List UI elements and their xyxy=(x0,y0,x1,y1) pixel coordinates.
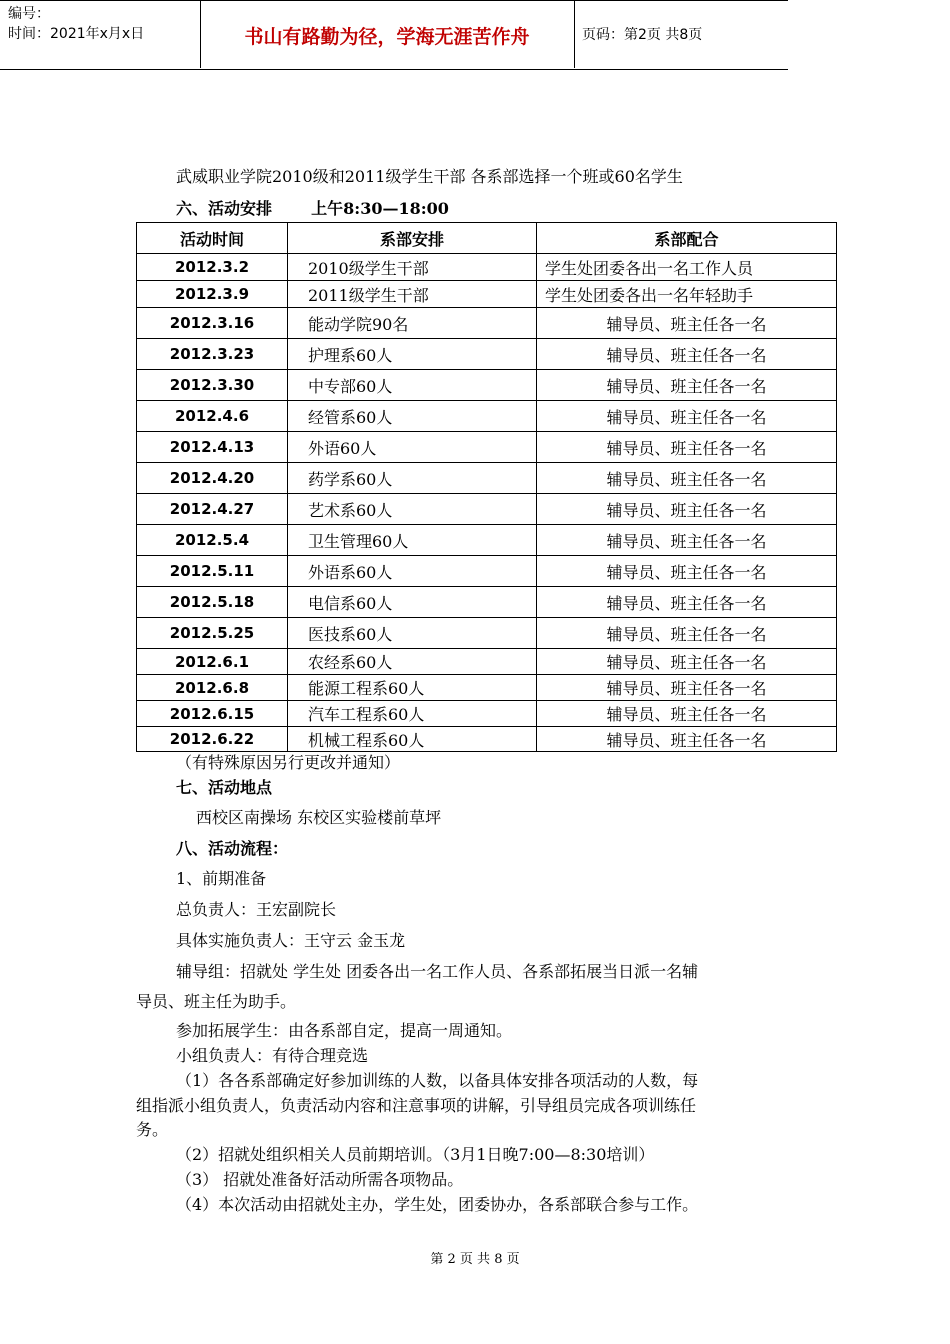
department-cell: 经管系60人 xyxy=(288,401,537,432)
date-cell: 2012.4.13 xyxy=(137,432,288,463)
department-cell: 外语60人 xyxy=(288,432,537,463)
page-number-label: 页码：第2页 共8页 xyxy=(582,27,703,43)
item4-line: （4）本次活动由招就处主办，学生处，团委协办，各系部联合参与工作。 xyxy=(176,1195,699,1214)
date-cell: 2012.5.11 xyxy=(137,556,288,587)
table-header-row xyxy=(137,223,837,254)
department-cell: 医技系60人 xyxy=(288,618,537,649)
date-cell: 2012.3.2 xyxy=(137,254,288,281)
department-cell: 卫生管理60人 xyxy=(288,525,537,556)
table-row xyxy=(137,727,837,752)
column-header: 系部安排 xyxy=(288,223,537,254)
section6-heading xyxy=(176,196,449,219)
department-cell: 中专部60人 xyxy=(288,370,537,401)
item1-line-continued: 组指派小组负责人，负责活动内容和注意事项的讲解，引导组员完成各项训练任 xyxy=(136,1096,697,1115)
department-cell: 机械工程系60人 xyxy=(288,727,537,752)
support-cell: 辅导员、班主任各一名 xyxy=(537,308,837,339)
support-cell: 学生处团委各出一名工作人员 xyxy=(537,254,837,281)
table-row xyxy=(137,463,837,494)
table-row xyxy=(137,254,837,281)
date-cell: 2012.6.1 xyxy=(137,649,288,675)
department-cell: 汽车工程系60人 xyxy=(288,701,537,727)
column-header: 活动时间 xyxy=(137,223,288,254)
support-cell: 辅导员、班主任各一名 xyxy=(537,432,837,463)
tutor-line-continued: 导员、班主任为助手。 xyxy=(136,992,297,1011)
prep-title: 1、前期准备 xyxy=(176,869,267,888)
section6-time: 上午8:30—18:00 xyxy=(311,199,449,218)
header-divider xyxy=(574,0,575,68)
table-row xyxy=(137,525,837,556)
schedule-table xyxy=(136,222,837,752)
table-row xyxy=(137,618,837,649)
students-line: 参加拓展学生：由各系部自定，提高一周通知。 xyxy=(176,1021,513,1040)
support-cell: 辅导员、班主任各一名 xyxy=(537,649,837,675)
intro-line: 武威职业学院2010级和2011级学生干部 各系部选择一个班或60名学生 xyxy=(176,167,683,186)
department-cell: 艺术系60人 xyxy=(288,494,537,525)
department-cell: 电信系60人 xyxy=(288,587,537,618)
table-row xyxy=(137,370,837,401)
table-row xyxy=(137,432,837,463)
date-cell: 2012.4.6 xyxy=(137,401,288,432)
date-cell: 2012.5.18 xyxy=(137,587,288,618)
date-cell: 2012.3.30 xyxy=(137,370,288,401)
number-label: 编号： xyxy=(8,6,50,22)
support-cell: 学生处团委各出一名年轻助手 xyxy=(537,281,837,308)
date-cell: 2012.5.4 xyxy=(137,525,288,556)
support-cell: 辅导员、班主任各一名 xyxy=(537,494,837,525)
page-header xyxy=(0,0,788,70)
item3-line: （3） 招就处准备好活动所需各项物品。 xyxy=(176,1170,464,1189)
lead-line: 总负责人：王宏副院长 xyxy=(176,900,337,919)
date-cell: 2012.3.9 xyxy=(137,281,288,308)
date-cell: 2012.4.20 xyxy=(137,463,288,494)
department-cell: 外语系60人 xyxy=(288,556,537,587)
support-cell: 辅导员、班主任各一名 xyxy=(537,675,837,701)
table-row xyxy=(137,494,837,525)
support-cell: 辅导员、班主任各一名 xyxy=(537,463,837,494)
header-divider xyxy=(200,0,201,68)
department-cell: 2011级学生干部 xyxy=(288,281,537,308)
support-cell: 辅导员、班主任各一名 xyxy=(537,339,837,370)
department-cell: 农经系60人 xyxy=(288,649,537,675)
table-row xyxy=(137,649,837,675)
table-row xyxy=(137,675,837,701)
section6-title: 六、活动安排 xyxy=(176,199,273,218)
support-cell: 辅导员、班主任各一名 xyxy=(537,587,837,618)
section8-title: 八、活动流程： xyxy=(176,839,289,858)
support-cell: 辅导员、班主任各一名 xyxy=(537,618,837,649)
department-cell: 能源工程系60人 xyxy=(288,675,537,701)
page-footer: 第 2 页 共 8 页 xyxy=(430,1252,520,1267)
department-cell: 2010级学生干部 xyxy=(288,254,537,281)
time-label: 时间：2021年x月x日 xyxy=(8,26,145,42)
support-cell: 辅导员、班主任各一名 xyxy=(537,401,837,432)
schedule-note: （有特殊原因另行更改并通知） xyxy=(176,753,401,772)
section7-title: 七、活动地点 xyxy=(176,778,273,797)
department-cell: 药学系60人 xyxy=(288,463,537,494)
column-header: 系部配合 xyxy=(537,223,837,254)
date-cell: 2012.3.16 xyxy=(137,308,288,339)
date-cell: 2012.5.25 xyxy=(137,618,288,649)
header-left xyxy=(8,4,144,44)
header-motto: 书山有路勤为径，学海无涯苦作舟 xyxy=(244,26,530,48)
support-cell: 辅导员、班主任各一名 xyxy=(537,370,837,401)
table-row xyxy=(137,339,837,370)
date-cell: 2012.4.27 xyxy=(137,494,288,525)
date-cell: 2012.6.8 xyxy=(137,675,288,701)
table-row xyxy=(137,281,837,308)
support-cell: 辅导员、班主任各一名 xyxy=(537,525,837,556)
impl-line: 具体实施负责人：王守云 金玉龙 xyxy=(176,931,406,950)
table-row xyxy=(137,556,837,587)
group-lead-line: 小组负责人：有待合理竞选 xyxy=(176,1046,369,1065)
item1-line: （1）各各系部确定好参加训练的人数，以备具体安排各项活动的人数，每 xyxy=(176,1071,699,1090)
date-cell: 2012.6.15 xyxy=(137,701,288,727)
table-row xyxy=(137,401,837,432)
item2-line: （2）招就处组织相关人员前期培训。（3月1日晚7:00—8:30培训） xyxy=(176,1145,655,1164)
section7-content: 西校区南操场 东校区实验楼前草坪 xyxy=(196,808,442,827)
date-cell: 2012.3.23 xyxy=(137,339,288,370)
item1-line-end: 务。 xyxy=(136,1120,169,1139)
table-row xyxy=(137,701,837,727)
tutor-line: 辅导组：招就处 学生处 团委各出一名工作人员、各系部拓展当日派一名辅 xyxy=(176,962,699,981)
support-cell: 辅导员、班主任各一名 xyxy=(537,701,837,727)
date-cell: 2012.6.22 xyxy=(137,727,288,752)
department-cell: 护理系60人 xyxy=(288,339,537,370)
support-cell: 辅导员、班主任各一名 xyxy=(537,727,837,752)
table-row xyxy=(137,308,837,339)
support-cell: 辅导员、班主任各一名 xyxy=(537,556,837,587)
table-row xyxy=(137,587,837,618)
department-cell: 能动学院90名 xyxy=(288,308,537,339)
